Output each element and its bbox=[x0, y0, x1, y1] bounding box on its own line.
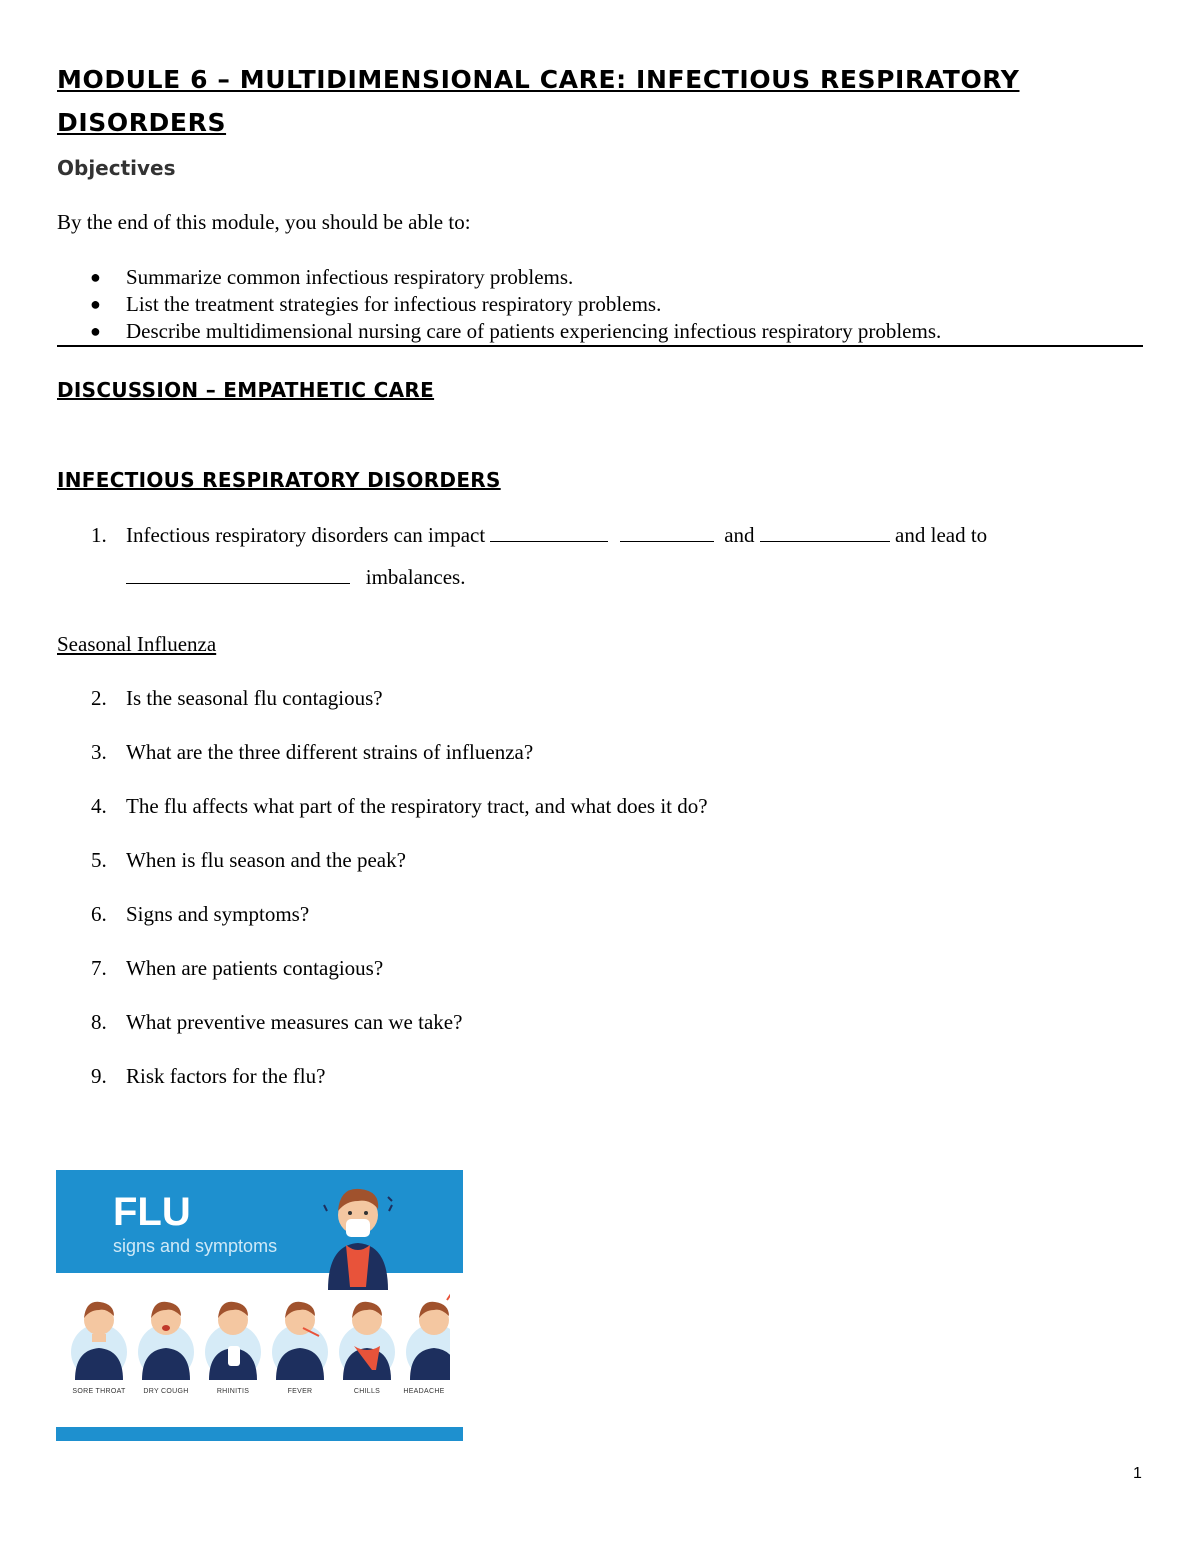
dry-cough-figure-icon bbox=[138, 1302, 194, 1380]
infographic-title: FLU bbox=[113, 1190, 191, 1234]
module-title bbox=[57, 58, 1137, 144]
symptom-label: FEVER bbox=[287, 1388, 313, 1395]
objectives-intro: By the end of this module, you should be able to: bbox=[57, 210, 471, 234]
objective-item: ● Summarize common infectious respiratory problems. bbox=[90, 265, 574, 289]
module-title-line2: DISORDERS bbox=[57, 108, 227, 137]
objective-item: ● Describe multidimensional nursing care of patients experiencing infectious respiratory problems. bbox=[90, 319, 942, 343]
answer-blank bbox=[760, 523, 890, 542]
question-text: Infectious respiratory disorders can impact bbox=[126, 523, 486, 547]
sore-throat-figure-icon bbox=[71, 1302, 127, 1380]
objective-item: ● List the treatment strategies for infectious respiratory problems. bbox=[90, 292, 662, 316]
bullet-icon: ● bbox=[90, 267, 101, 287]
objectives-list bbox=[57, 264, 1143, 347]
bullet-icon: ● bbox=[90, 294, 101, 314]
answer-blank bbox=[126, 565, 350, 584]
symptom-label: SORE THROAT bbox=[72, 1388, 126, 1395]
symptom-label: CHILLS bbox=[353, 1388, 381, 1395]
symptom-figures bbox=[70, 1290, 450, 1380]
section-heading: INFECTIOUS RESPIRATORY DISORDERS bbox=[57, 468, 501, 492]
symptom-label: HEADACHE bbox=[403, 1388, 445, 1395]
answer-blank bbox=[620, 523, 714, 542]
symptom-label: DRY COUGH bbox=[143, 1388, 189, 1395]
headache-figure-icon bbox=[406, 1294, 450, 1380]
objectives-heading: Objectives bbox=[57, 156, 176, 180]
answer-blank bbox=[490, 523, 608, 542]
question-number: 1. bbox=[91, 523, 107, 547]
page-number: 1 bbox=[1133, 1465, 1142, 1482]
infographic-footer-band bbox=[56, 1427, 463, 1441]
infographic-subtitle: signs and symptoms bbox=[113, 1236, 278, 1256]
document-page: MODULE 6 – MULTIDIMENSIONAL CARE: INFECTIOUS RESPIRATORY DISORDERS Objectives By the end of this module, you should be able to: ● Summarize common infectious respiratory problems. ● List the treatment strategies for infectious respiratory problems. ● Describe multidimensional nursing care of patients experiencing infectious respiratory problems. DISCUSSION – EMPATHETIC CARE INFECTIOUS RESPIRATORY DISORDERS 1. Infectious respiratory disorders can impact and and lead to imbalances. Seasonal Influenza 2. Is the seasonal flu contagious? 3. What are the three different strains of influenza? 4. The flu affects what part of the respiratory tract, and what does it do? 5. When is flu season and the peak? 6. Signs and symptoms? 7. When are patients contagious? 8. What preventive measures can we take? 9. Risk factors for the flu? FLU signs and symptoms SORE THROAT DRY COUGH RHINITIS FEVER CHILLS HEADACHE 1 bbox=[0, 0, 1200, 1553]
seasonal-influenza-heading: Seasonal Influenza bbox=[57, 632, 217, 656]
discussion-heading: DISCUSSION – EMPATHETIC CARE bbox=[57, 378, 435, 402]
fever-figure-icon bbox=[272, 1302, 328, 1380]
symptom-label: RHINITIS bbox=[216, 1388, 250, 1395]
sneezing-person-icon bbox=[318, 1175, 398, 1290]
bullet-icon: ● bbox=[90, 321, 101, 341]
chills-figure-icon bbox=[339, 1302, 395, 1380]
flu-infographic bbox=[56, 1170, 463, 1441]
module-title-line1: MODULE 6 – MULTIDIMENSIONAL CARE: INFECTIOUS RESPIRATORY bbox=[57, 65, 1020, 94]
rhinitis-figure-icon bbox=[205, 1302, 261, 1380]
